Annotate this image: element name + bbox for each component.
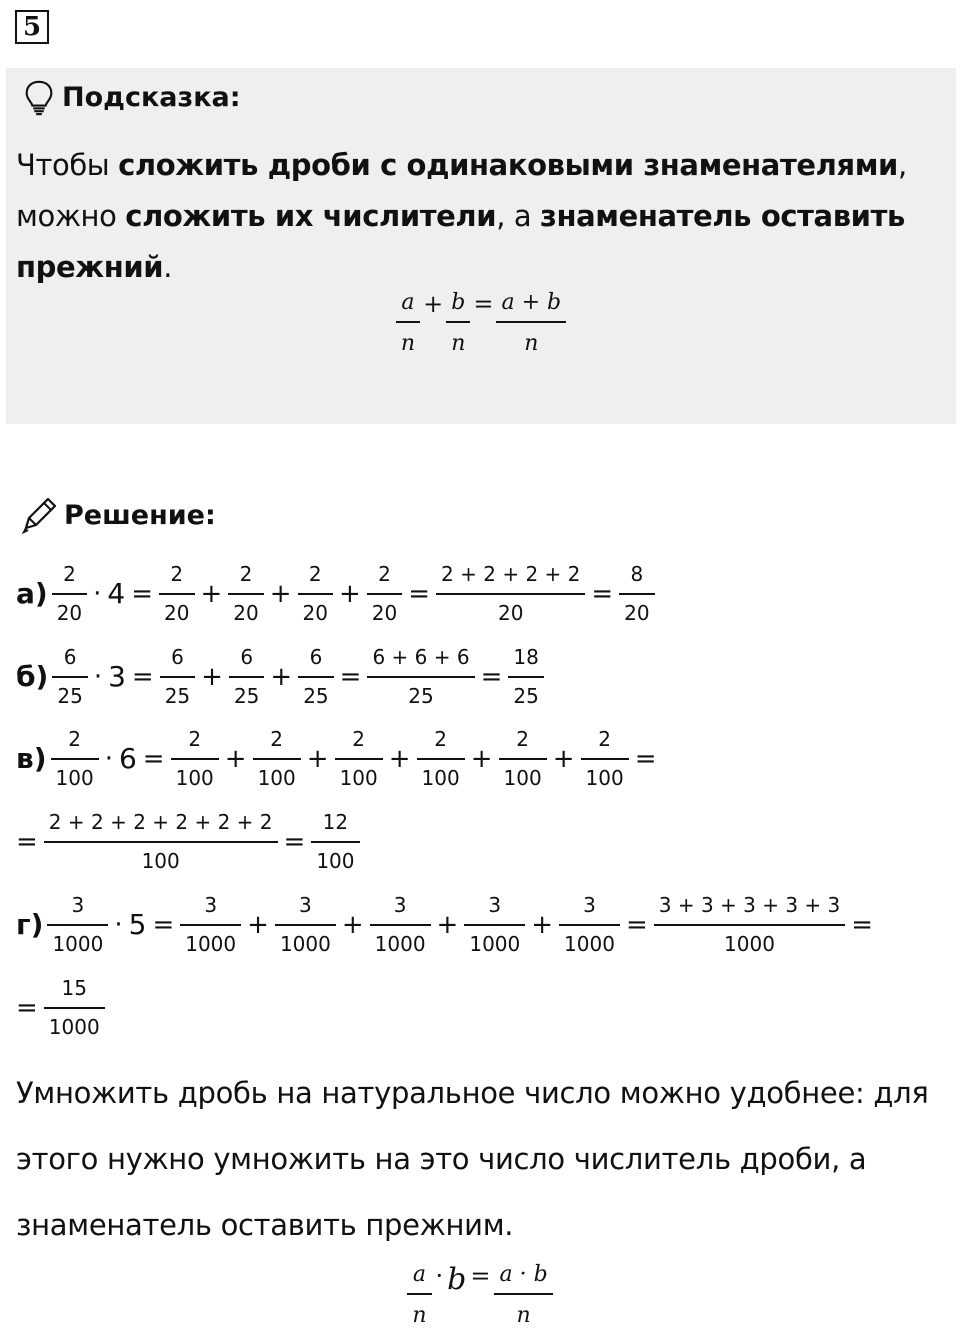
solution-row-g-cont	[16, 976, 105, 1039]
solution-row-g	[16, 893, 879, 956]
fraction-a-n: $\frac{a}{n}$	[407, 1262, 431, 1328]
dot-sign: ·	[93, 578, 102, 609]
equals-sign: =	[131, 661, 154, 692]
denominator: 20	[624, 601, 650, 625]
fraction-bar	[417, 758, 465, 760]
denominator: 20	[164, 601, 190, 625]
multiplication-formula	[0, 1262, 960, 1328]
hint-bold-2: сложить их числители	[125, 199, 497, 233]
hint-header	[20, 78, 241, 116]
item-label: г)	[16, 908, 44, 941]
plus-sign: +	[531, 909, 554, 940]
plus-sign: +	[269, 578, 292, 609]
fraction-result	[311, 810, 359, 873]
fraction-bar	[367, 676, 474, 678]
numerator: 3	[204, 893, 218, 917]
hint-bold-1: сложить дроби с одинаковыми знаменателями	[118, 148, 898, 182]
fraction-bar	[160, 676, 195, 678]
fraction-bar	[228, 593, 263, 595]
solution-row-a	[16, 562, 655, 625]
numerator: 2	[308, 562, 322, 586]
fraction-bar	[298, 593, 333, 595]
dot-sign: ·	[93, 661, 103, 692]
fraction-bar	[508, 676, 543, 678]
fraction-bar	[159, 593, 194, 595]
plus-sign: +	[306, 743, 329, 774]
item-label: а)	[16, 577, 48, 610]
task-number: 5	[15, 10, 49, 44]
plus-sign: +	[341, 909, 364, 940]
denominator: 25	[408, 684, 434, 708]
item-label: в)	[16, 742, 47, 775]
plus-sign: +	[423, 290, 444, 318]
equals-sign: =	[470, 1262, 491, 1290]
fraction-bar	[335, 758, 383, 760]
denominator: 25	[164, 684, 191, 708]
fraction-sum	[436, 562, 585, 625]
equals-sign: =	[16, 826, 38, 857]
fraction-bar	[367, 593, 402, 595]
equals-sign: =	[591, 578, 614, 609]
fraction-sum	[654, 893, 846, 956]
numerator: 12	[322, 810, 349, 834]
numerator: 6 + 6 + 6	[372, 645, 470, 669]
numerator: 3	[71, 893, 85, 917]
plus-sign: +	[270, 661, 293, 692]
dot-sign: ·	[104, 743, 113, 774]
numerator: 3	[393, 893, 407, 917]
denominator: 1000	[469, 932, 521, 956]
equals-sign: =	[851, 909, 874, 940]
fraction-bar	[47, 924, 108, 926]
hint-formula	[6, 290, 956, 356]
plus-sign: +	[200, 578, 223, 609]
numerator: 8	[630, 562, 644, 586]
denominator: 20	[233, 601, 259, 625]
fraction-bar	[311, 841, 359, 843]
item-label: б)	[16, 660, 49, 693]
fraction-term	[298, 562, 333, 625]
fraction-bar	[229, 676, 264, 678]
fraction-bar	[370, 924, 431, 926]
multiplier: 3	[108, 660, 126, 693]
denominator: 20	[56, 601, 83, 625]
fraction-term	[228, 562, 263, 625]
plus-sign: +	[388, 743, 411, 774]
equals-sign: =	[283, 826, 306, 857]
denominator: 1000	[279, 932, 331, 956]
fraction-bar	[436, 593, 585, 595]
fraction-term	[180, 893, 241, 956]
plus-sign: +	[470, 743, 493, 774]
numerator: 3	[488, 893, 502, 917]
fraction-a-n: $\frac{a}{n}$	[396, 290, 420, 356]
fraction-term	[464, 893, 525, 956]
fraction-bar	[464, 924, 525, 926]
fraction-term	[370, 893, 431, 956]
dot-sign: ·	[435, 1262, 444, 1290]
equals-sign: =	[408, 578, 431, 609]
fraction-bar	[275, 924, 336, 926]
fraction-term	[159, 562, 194, 625]
fraction-bar	[44, 1007, 105, 1009]
fraction-bar	[180, 924, 241, 926]
fraction-product: $\frac{a \cdot b}{n}$	[494, 1262, 552, 1328]
fraction-term	[367, 562, 402, 625]
denominator: 100	[585, 766, 624, 790]
solution-row-b	[16, 645, 544, 708]
equals-sign: =	[16, 992, 38, 1023]
fraction-bar	[171, 758, 219, 760]
plus-sign: +	[247, 909, 269, 940]
equals-sign: =	[480, 661, 503, 692]
fraction-sum: $\frac{a + b}{n}$	[496, 290, 566, 356]
denominator: 100	[175, 766, 214, 790]
solution-title: Решение:	[64, 499, 216, 531]
equals-sign: =	[152, 909, 175, 940]
denominator: 25	[57, 684, 83, 708]
numerator: 18	[513, 645, 539, 669]
numerator: 3 + 3 + 3 + 3 + 3	[658, 893, 841, 917]
plus-sign: +	[436, 909, 459, 940]
explanation-paragraph: Умножить дробь на натуральное число можно удобнее: для этого нужно умножить на это число числитель дроби, а знаменатель оставить прежним.	[16, 1076, 929, 1242]
numerator: 2	[170, 562, 184, 586]
numerator: 6	[309, 645, 323, 669]
fraction-term	[275, 893, 336, 956]
numerator: 2	[270, 727, 284, 751]
multiplier: 6	[118, 742, 137, 775]
fraction-bar	[51, 758, 99, 760]
numerator: 2	[239, 562, 253, 586]
fraction-bar	[654, 924, 846, 926]
equals-sign: =	[473, 290, 494, 318]
denominator: 1000	[724, 932, 775, 956]
denominator: 100	[339, 766, 378, 790]
numerator: 2	[516, 727, 529, 751]
equals-sign: =	[634, 743, 657, 774]
denominator: 20	[497, 601, 524, 625]
numerator: 2	[434, 727, 447, 751]
denominator: 20	[371, 601, 398, 625]
denominator: 100	[141, 849, 180, 873]
fraction-factor	[47, 893, 108, 956]
hint-text-2: , можно	[16, 148, 907, 233]
numerator: 6	[171, 645, 184, 669]
equals-sign: =	[339, 661, 362, 692]
hint-title: Подсказка:	[62, 81, 241, 113]
fraction-term	[335, 727, 383, 790]
numerator: 2	[352, 727, 366, 751]
denominator: 1000	[374, 932, 426, 956]
hint-box	[6, 68, 956, 424]
fraction-term	[229, 645, 264, 708]
fraction-term	[171, 727, 219, 790]
fraction-bar	[619, 593, 654, 595]
numerator: 6	[240, 645, 254, 669]
equals-sign: =	[131, 578, 154, 609]
denominator: 25	[513, 684, 539, 708]
numerator: 2	[598, 727, 611, 751]
hint-bold-3: знаменатель оставить прежний	[16, 199, 905, 284]
fraction-b-n: $\frac{b}{n}$	[446, 290, 470, 356]
numerator: 2	[378, 562, 391, 586]
equals-sign: =	[142, 743, 165, 774]
fraction-factor	[52, 645, 87, 708]
equals-sign: =	[625, 909, 648, 940]
fraction-term	[559, 893, 620, 956]
plus-sign: +	[339, 578, 361, 609]
denominator: 25	[303, 684, 329, 708]
denominator: 100	[316, 849, 355, 873]
hint-text	[16, 140, 936, 293]
fraction-bar	[253, 758, 301, 760]
lightbulb-icon	[20, 78, 58, 116]
plus-sign: +	[224, 743, 247, 774]
denominator: 1000	[52, 932, 104, 956]
plus-sign: +	[201, 661, 223, 692]
fraction-sum	[44, 810, 278, 873]
numerator: 2 + 2 + 2 + 2	[441, 562, 581, 586]
fraction-bar	[559, 924, 620, 926]
fraction-result	[619, 562, 654, 625]
hint-text-4: .	[163, 250, 173, 284]
fraction-result	[44, 976, 105, 1039]
fraction-bar	[52, 593, 87, 595]
denominator: 100	[55, 766, 94, 790]
denominator: 1000	[48, 1015, 100, 1039]
fraction-term	[160, 645, 195, 708]
hint-text-3: , а	[496, 199, 541, 233]
multiplier: 5	[128, 908, 147, 941]
fraction-result	[508, 645, 543, 708]
fraction-term	[253, 727, 301, 790]
variable-b: b	[447, 1262, 467, 1297]
denominator: 20	[302, 601, 328, 625]
fraction-bar	[44, 841, 278, 843]
denominator: 100	[503, 766, 542, 790]
fraction-factor	[52, 562, 87, 625]
fraction-factor	[51, 727, 99, 790]
numerator: 15	[61, 976, 87, 1000]
fraction-sum	[367, 645, 474, 708]
fraction-bar	[499, 758, 547, 760]
numerator: 3	[299, 893, 312, 917]
numerator: 2	[188, 727, 202, 751]
multiplier: 4	[107, 577, 126, 610]
fraction-term	[417, 727, 465, 790]
denominator: 25	[233, 684, 260, 708]
denominator: 100	[421, 766, 460, 790]
fraction-bar	[298, 676, 333, 678]
numerator: 2	[63, 562, 76, 586]
solution-row-v	[16, 727, 663, 790]
fraction-term	[298, 645, 333, 708]
numerator: 3	[583, 893, 596, 917]
pencil-icon	[18, 494, 60, 536]
fraction-term	[499, 727, 547, 790]
fraction-bar	[581, 758, 629, 760]
hint-text-1: Чтобы	[16, 148, 119, 182]
denominator: 1000	[185, 932, 237, 956]
denominator: 1000	[564, 932, 615, 956]
solution-row-v-cont	[16, 810, 360, 873]
fraction-bar	[52, 676, 87, 678]
numerator: 2	[68, 727, 81, 751]
numerator: 2 + 2 + 2 + 2 + 2 + 2	[48, 810, 273, 834]
numerator: 6	[63, 645, 77, 669]
dot-sign: ·	[114, 909, 123, 940]
denominator: 100	[257, 766, 296, 790]
solution-header	[18, 494, 216, 536]
fraction-term	[581, 727, 629, 790]
plus-sign: +	[552, 743, 575, 774]
